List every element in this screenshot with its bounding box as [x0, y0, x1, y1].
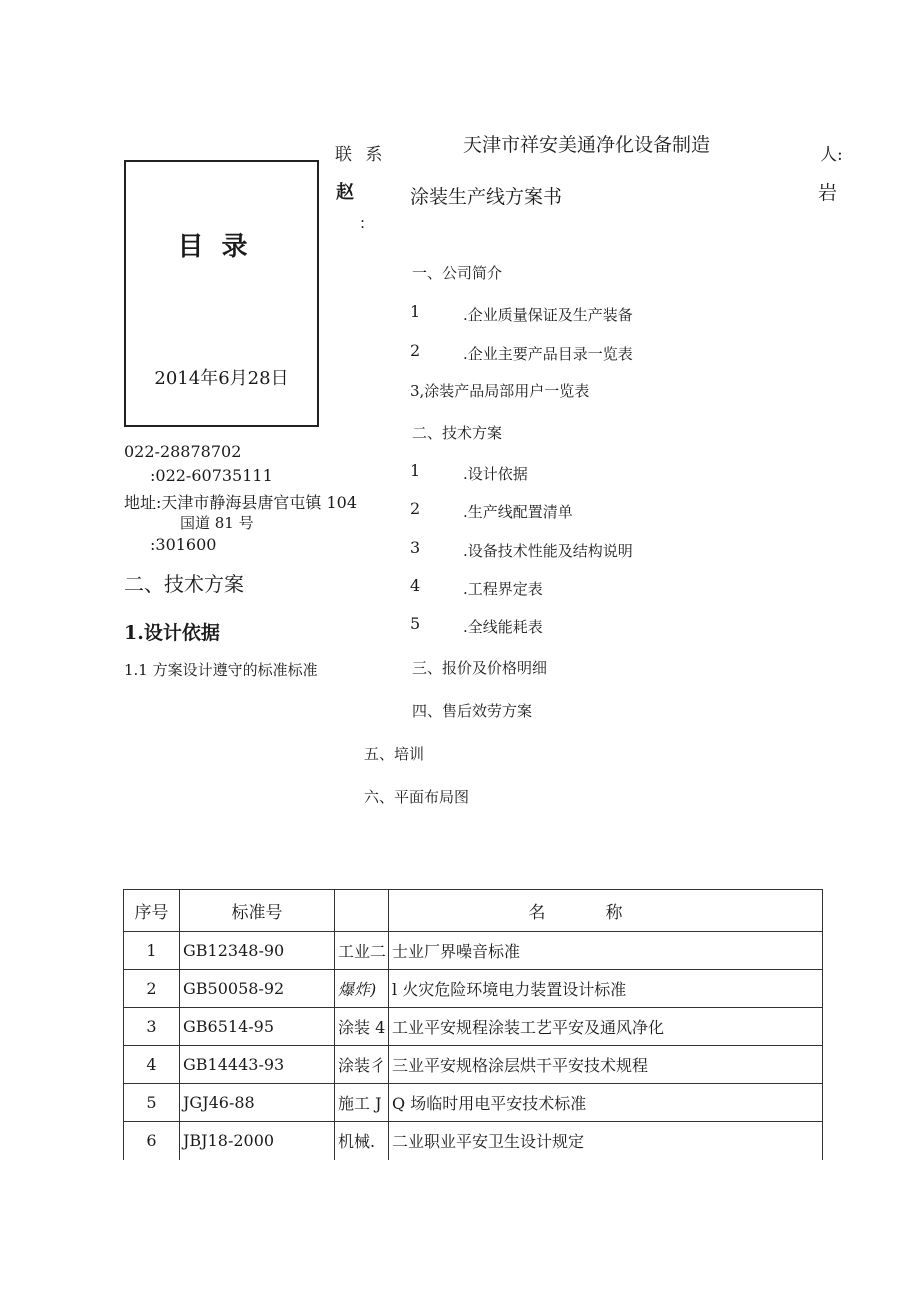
toc-s2-item4-text: .工程界定表: [463, 580, 543, 598]
header-name: 名称: [389, 890, 823, 932]
fax: :022-60735111: [150, 466, 273, 485]
row-code: JGJ46-88: [180, 1084, 335, 1122]
row-extra: 工业二: [335, 932, 389, 970]
table-row: [124, 1008, 823, 1046]
toc-s2-item5-text: .全线能耗表: [463, 618, 543, 636]
row-code: GB6514-95: [180, 1008, 335, 1046]
row-extra: 涂装 4: [335, 1008, 389, 1046]
toc-section-2: 二、技术方案: [412, 424, 503, 442]
cover-box: [124, 160, 319, 427]
header-code: 标准号: [180, 890, 335, 932]
row-name: 工业平安规程涂装工艺平安及通风净化: [389, 1008, 823, 1046]
toc-section-5: 五、培训: [364, 745, 425, 763]
toc-s2-item1-text: .设计依据: [463, 465, 528, 483]
toc-s2-item2-num: 2: [410, 499, 421, 518]
row-no: 1: [124, 932, 180, 970]
contact-name-left: 赵: [336, 182, 354, 203]
row-no: 6: [124, 1122, 180, 1160]
cover-date: 2014年6月28日: [154, 368, 289, 389]
row-extra: 涂装彳: [335, 1046, 389, 1084]
toc-s1-item3: 3,涂装产品局部用户一览表: [410, 382, 590, 400]
toc-s2-item2-text: .生产线配置清单: [463, 503, 573, 521]
standards-table: [123, 889, 823, 1160]
toc-s2-item1-num: 1: [410, 461, 421, 480]
header-no: 序号: [124, 890, 180, 932]
row-extra: 机械.: [335, 1122, 389, 1160]
doc-title: 涂装生产线方案书: [410, 186, 563, 208]
row-extra: 施工 J: [335, 1084, 389, 1122]
left-sub-sub-heading: 1.1 方案设计遵守的标准标准: [124, 661, 318, 679]
toc-s2-item3-text: .设备技术性能及结构说明: [463, 542, 633, 560]
table-header-row: [124, 890, 823, 932]
cover-title: 目录: [177, 232, 266, 262]
row-name: 二业职业平安卫生设计规定: [389, 1122, 823, 1160]
company-name: 天津市祥安美通净化设备制造: [463, 134, 711, 156]
row-no: 4: [124, 1046, 180, 1084]
row-name: Q 场临时用电平安技术标准: [389, 1084, 823, 1122]
row-extra: 爆炸): [335, 970, 389, 1008]
row-code: GB14443-93: [180, 1046, 335, 1084]
row-code: GB50058-92: [180, 970, 335, 1008]
toc-s1-item1-text: .企业质量保证及生产装备: [463, 306, 633, 324]
contact-colon: :: [360, 214, 366, 232]
toc-s2-item4-num: 4: [410, 576, 421, 595]
toc-section-4: 四、售后效劳方案: [412, 702, 533, 720]
toc-s2-item5-num: 5: [410, 614, 421, 633]
toc-section-6: 六、平面布局图: [364, 788, 470, 806]
toc-section-1: 一、公司简介: [412, 264, 503, 282]
row-name: 士业厂界噪音标准: [389, 932, 823, 970]
row-no: 3: [124, 1008, 180, 1046]
contact-label: 联 系: [335, 145, 387, 165]
phone: 022-28878702: [124, 442, 242, 461]
toc-s2-item3-num: 3: [410, 538, 421, 557]
contact-suffix: 人:: [820, 145, 843, 165]
table-row: [124, 932, 823, 970]
row-no: 2: [124, 970, 180, 1008]
row-name: l 火灾危险环境电力装置设计标准: [389, 970, 823, 1008]
header-extra: [335, 890, 389, 932]
postcode: :301600: [150, 535, 217, 554]
table-row: [124, 1084, 823, 1122]
table-row: [124, 1122, 823, 1160]
row-no: 5: [124, 1084, 180, 1122]
address-line1: 地址:天津市静海县唐官屯镇 104: [124, 493, 358, 512]
toc-s1-item1-num: 1: [410, 302, 421, 321]
toc-s1-item2-num: 2: [410, 341, 421, 360]
table-row: [124, 970, 823, 1008]
toc-section-3: 三、报价及价格明细: [412, 659, 548, 677]
row-code: GB12348-90: [180, 932, 335, 970]
contact-name-right: 岩: [818, 182, 838, 204]
left-sub-heading: 1.设计依据: [124, 622, 220, 644]
toc-s1-item2-text: .企业主要产品目录一览表: [463, 345, 633, 363]
row-name: 三业平安规格涂层烘干平安技术规程: [389, 1046, 823, 1084]
left-heading: 二、技术方案: [124, 572, 244, 596]
address-line2: 国道 81 号: [180, 514, 254, 532]
table-row: [124, 1046, 823, 1084]
row-code: JBJ18-2000: [180, 1122, 335, 1160]
